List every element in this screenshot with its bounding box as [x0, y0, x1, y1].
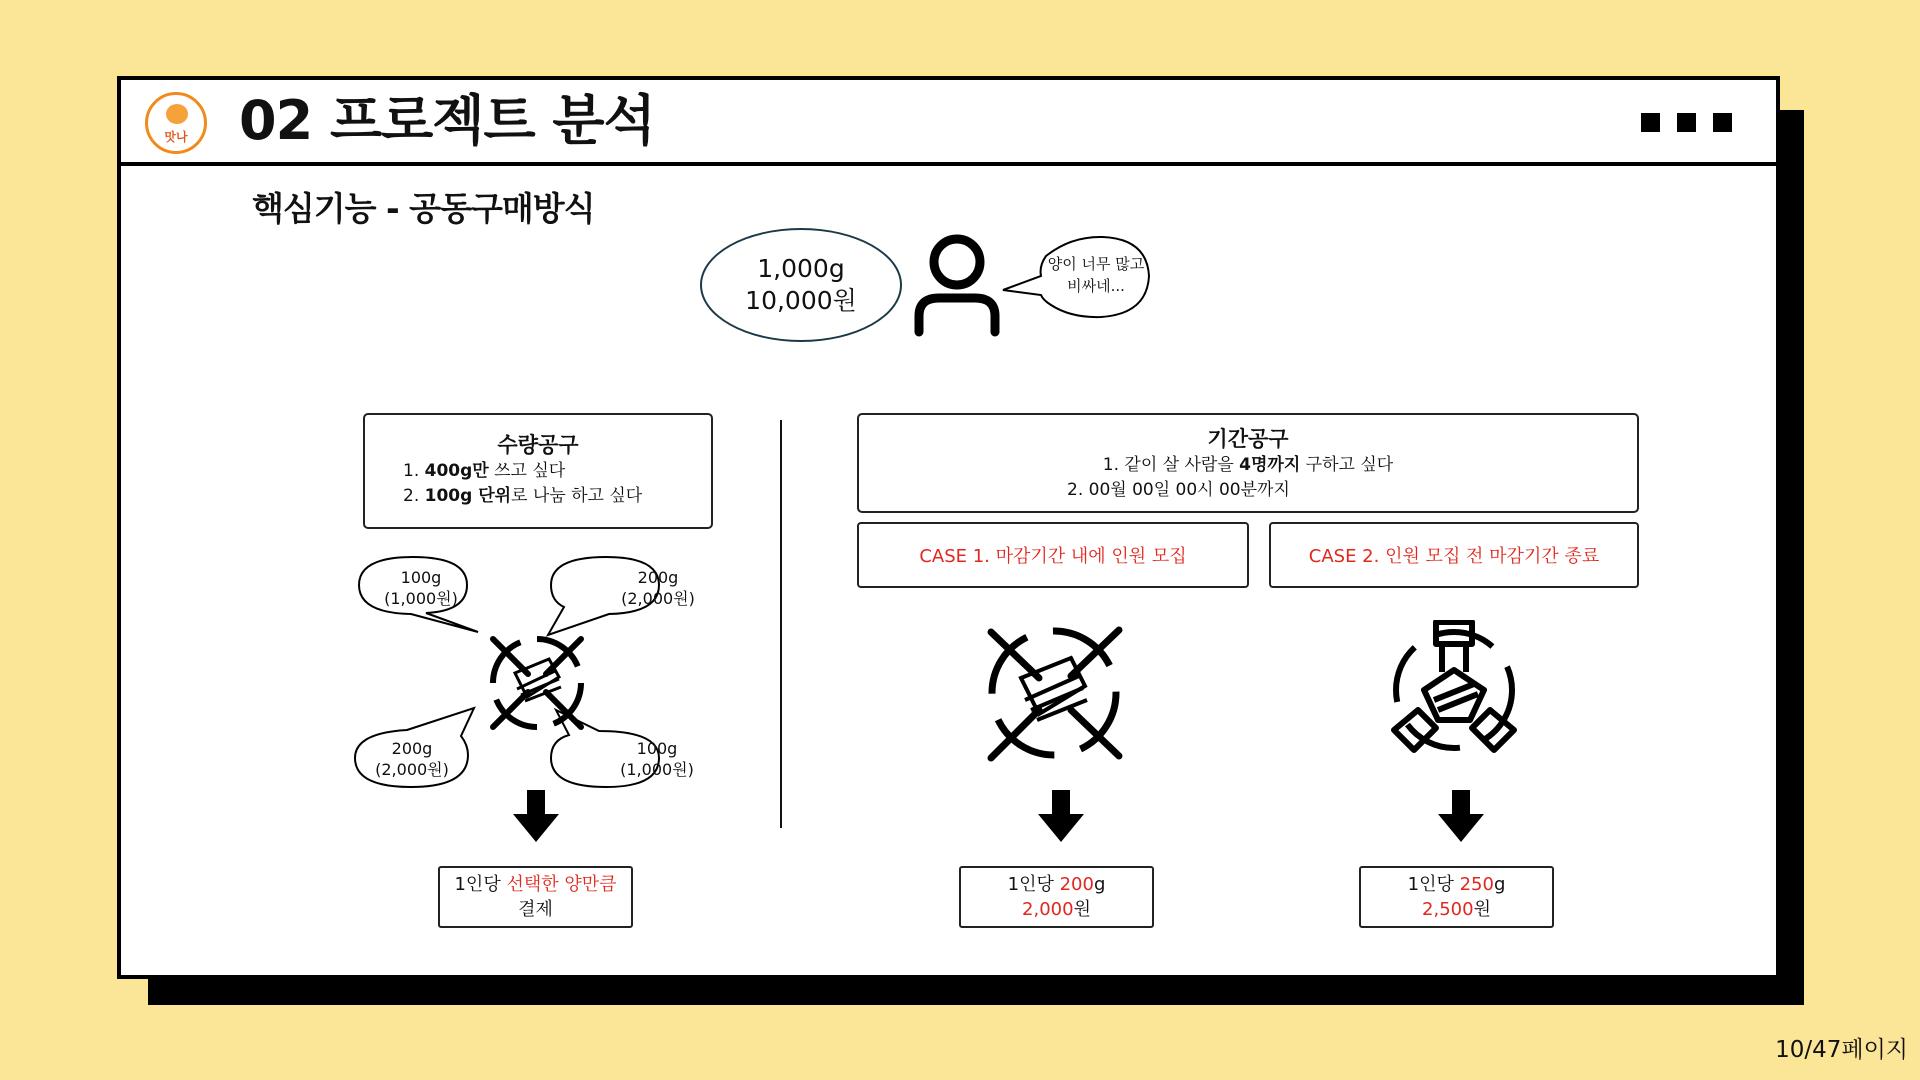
case2-result-box [1359, 866, 1554, 928]
quantity-bubble-1: 100g (1,000원) [384, 568, 458, 608]
quantity-line1-rest: 쓰고 싶다 [488, 461, 566, 481]
case1-result-unit: g [1093, 874, 1106, 895]
quantity-line2 [365, 484, 711, 509]
quantity-result-line2: 결제 [518, 899, 553, 920]
quantity-result-prefix: 1인당 [454, 874, 507, 895]
period-line1-bold: 4명까지 [1239, 455, 1301, 475]
period-line1-prefix: 1. 같이 살 사람을 [1102, 455, 1240, 475]
quantity-result-box [438, 866, 633, 928]
quantity-line2-rest: 로 나눔 하고 싶다 [511, 486, 643, 506]
case2-result-currency: 원 [1473, 899, 1491, 920]
dot-icon [1677, 113, 1696, 132]
logo-text: 맛나 [164, 130, 188, 144]
period-title: 기간공구 [1207, 427, 1289, 451]
period-line1 [859, 453, 1637, 478]
window-dots [1624, 113, 1732, 136]
quantity-line2-bold: 100g 단위 [424, 486, 512, 506]
hands-three-icon [1384, 620, 1524, 760]
quantity-result-highlight: 선택한 양만큼 [506, 874, 617, 895]
case1-result-prefix: 1인당 [1007, 874, 1060, 895]
period-line2: 2. 00월 00일 00시 00분까지 [1067, 480, 1290, 500]
case1-result-box [959, 866, 1154, 928]
speech-text: 양이 너무 많고 비싸네... [1047, 255, 1145, 295]
dot-icon [1641, 113, 1660, 132]
quantity-line1-bold: 400g만 [424, 461, 489, 481]
section-divider [780, 420, 782, 828]
logo-icon [145, 92, 207, 154]
case2-result-price: 2,500 [1422, 899, 1474, 920]
period-box [857, 413, 1639, 513]
case2-box: CASE 2. 인원 모집 전 마감기간 종료 [1269, 522, 1639, 588]
page-title: 02 프로젝트 분석 [239, 89, 655, 152]
case1-result-amount: 200 [1059, 874, 1094, 895]
slide-header [121, 80, 1776, 166]
quantity-line1-prefix: 1. [403, 461, 425, 481]
down-arrow-icon [513, 790, 559, 842]
page-indicator: 10/47페이지 [1775, 1037, 1908, 1063]
case2-result-amount: 250 [1459, 874, 1494, 895]
case1-box: CASE 1. 마감기간 내에 인원 모집 [857, 522, 1249, 588]
product-weight: 1,000g [757, 254, 845, 283]
quantity-bubble-3: 200g (2,000원) [375, 739, 449, 779]
case1-result-currency: 원 [1073, 899, 1091, 920]
quantity-bubble-4: 100g (1,000원) [620, 739, 694, 779]
down-arrow-icon [1438, 790, 1484, 842]
quantity-box [363, 413, 713, 529]
case1-result-price: 2,000 [1022, 899, 1074, 920]
quantity-line2-prefix: 2. [403, 486, 425, 506]
slide [117, 76, 1780, 979]
person-icon [904, 230, 1012, 338]
case2-result-unit: g [1493, 874, 1506, 895]
quantity-title: 수량공구 [497, 433, 579, 457]
product-oval [700, 228, 902, 342]
quantity-line1 [365, 459, 711, 484]
quantity-bubble-2: 200g (2,000원) [621, 568, 695, 608]
section-subtitle: 핵심기능 - 공동구매방식 [252, 189, 595, 228]
period-line1-rest: 구하고 싶다 [1300, 455, 1394, 475]
case2-result-prefix: 1인당 [1407, 874, 1460, 895]
dot-icon [1713, 113, 1732, 132]
hands-circle-icon [979, 618, 1129, 768]
product-price: 10,000원 [745, 286, 857, 315]
hands-circle-icon [483, 629, 591, 737]
down-arrow-icon [1038, 790, 1084, 842]
